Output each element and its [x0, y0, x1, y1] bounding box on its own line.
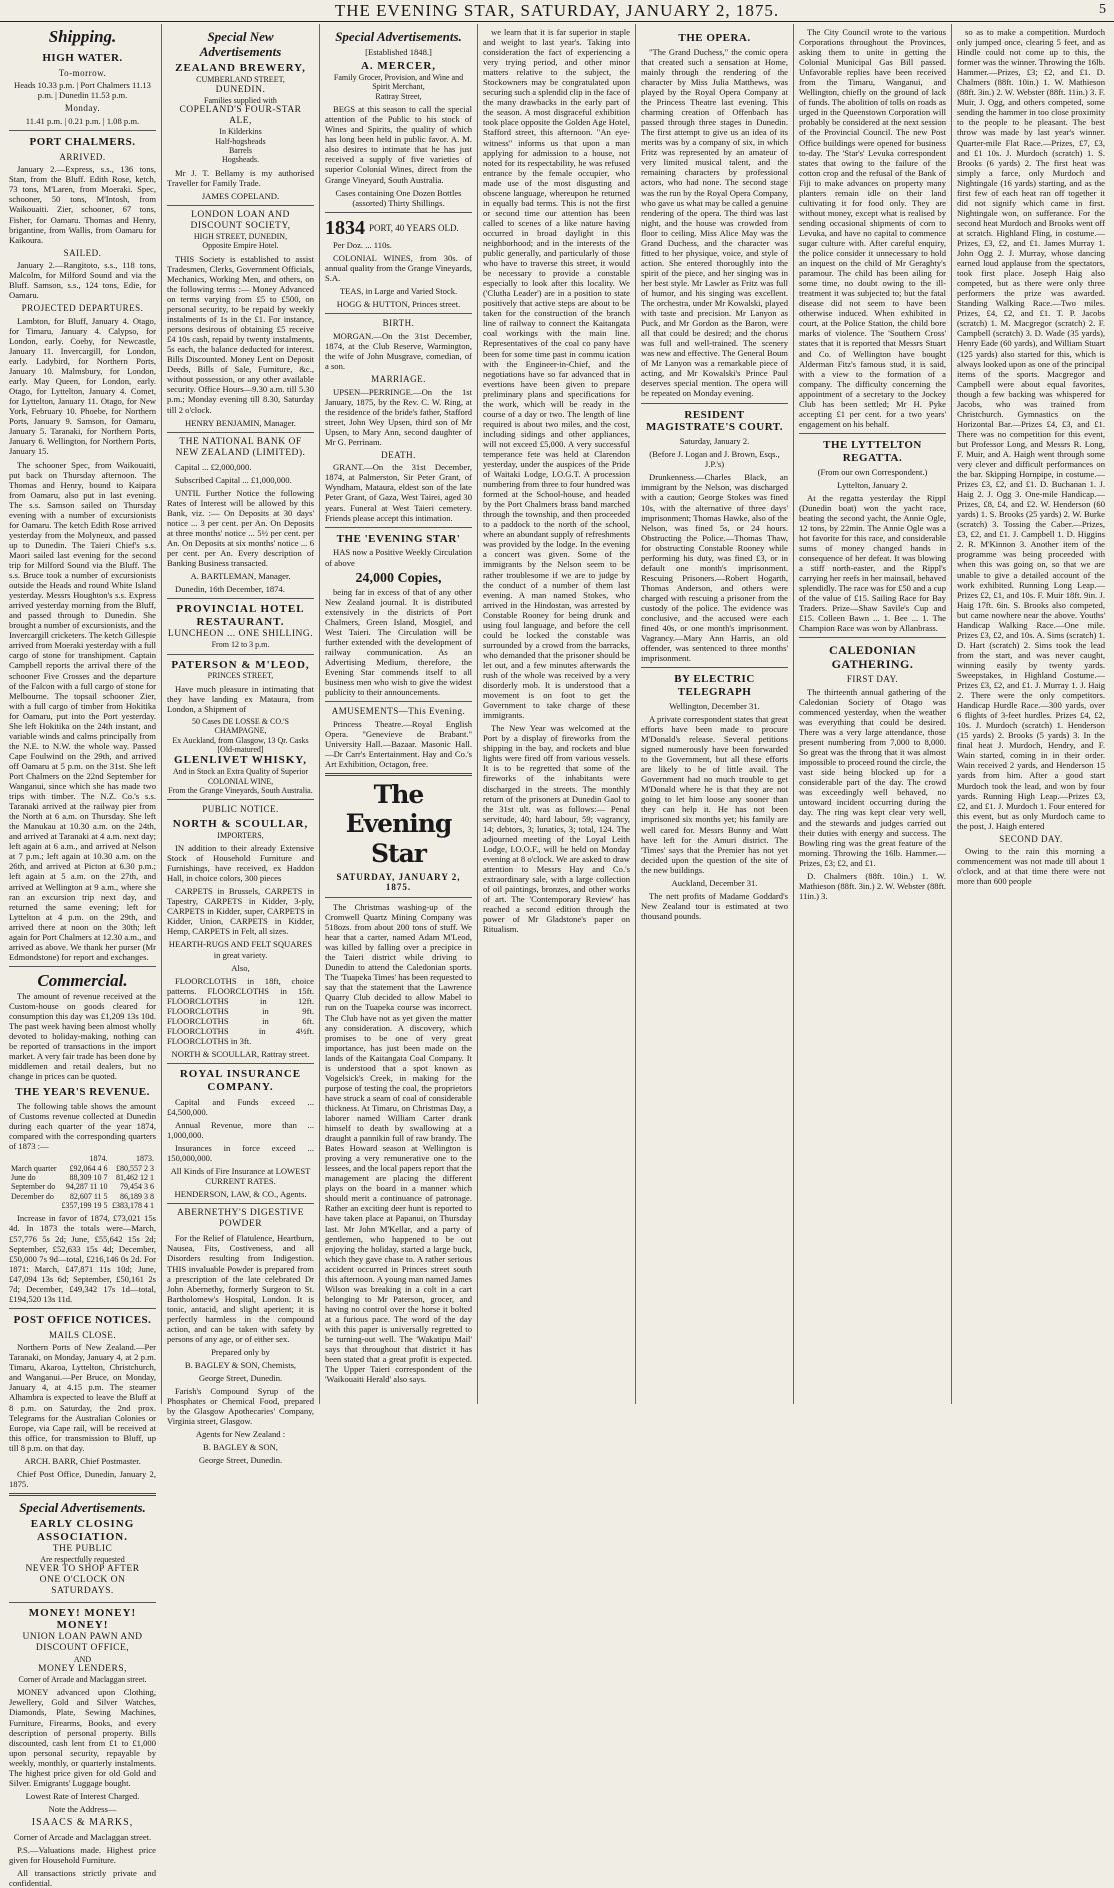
royal-insurance-ad: ROYAL INSURANCE COMPANY.: [179, 1068, 302, 1093]
bank-sign: A. BARTLEMAN, Manager.: [190, 571, 291, 582]
divider: [799, 433, 946, 434]
court-date: Saturday, January 2.: [679, 436, 750, 447]
hammer-results: D. Chalmers (88ft. 10in.) 1. W. Mathieson (88ft. 3in.) 2. W. Webster (88ft. 11in.) 3.: [799, 870, 946, 901]
sailed-text: January 2.—Rangitoto, s.s., 118 tons, Malcolm, for Milford Sound and via the Bluff. Samson, s.s., 124 tons, Edie, for Oamaru.: [9, 260, 156, 301]
divider: [325, 313, 472, 314]
weekly-after: being far in excess of that of any other New Zealand journal. It is distributed extensively in the districts of Port Chalmers, Green Island, Mosgiel, and West Taieri. The Circulation will be further extended with the development of railway communication. As an Advertising Medium, therefore, the Evening Star commends itself to all business men who wish to give the widest publicity to their announcements.: [325, 586, 472, 698]
tomorrow-label: To-morrow.: [58, 67, 107, 78]
revenue-heading: THE YEAR'S REVENUE.: [15, 1086, 150, 1099]
farish-addr: George Street, Dunedin.: [198, 1455, 283, 1466]
north-scoullar-ad: NORTH & SCOULLAR, IMPORTERS,: [172, 817, 309, 840]
marriage-heading: MARRIAGE.: [371, 374, 426, 385]
brewery-ad: ZEALAND BREWERY, CUMBERLAND STREET, DUNEDIN. Families supplied with COPELAND'S FOUR-STAR ALE, In Kilderkins Half-hogsheads Barrels Hogsheads.: [175, 62, 306, 165]
port-wine-line: [325, 217, 472, 240]
birth-text: MORGAN.—On the 31st December, 1874, at the Club Reserve, Warmington, the wife of John Musgrave, comedian, of a son.: [325, 330, 472, 371]
farish-name: B. BAGLEY & SON,: [203, 1442, 278, 1453]
news-text: we learn that it is far superior in staple and weight to last year's. Taking into consideration the fact of experiencing a very trying period, and other minor matters relative to the subject, the Stockowners may be congratulated upon securing such a splendid clip in the face of the many drawbacks in the early part of the season. A most disgraceful exhibition took place opposite the Golden Age Hotel, Stafford street, this afternoon. "An eye-witness" informs us that upon a man applying for admission to a house, not noted for its respectability, he was refused entrance by the female occupier, who made use of the most disgusting and obscene language, whereupon he returned in equally bad terms. This is not the first or second time our attention has been called to scenes of a like nature having occurred in broad daylight in this neighborhood; and in the interests of the public generally, and particularly of those who have to traverse this street, it would be necessary to provide a constable especially to look after this locality. We ('Clutha Leader') are in a position to state positively that active steps are about to be taken for the construction of the branch line of railway to connect the Kaitangata coal workings with the main line. Representatives of the coal co pany have been for some time past in commu ication with the Engineer-in-Chief, and the negotiations have so far advanced that in evertions have been given to prepare preliminary plans and specifications for the work, which will be ready in the course of a day or two. The length of line required is about two miles, and the cost, including sidings and other appliances, will not exceed £5,000. A very successful temperance fete was held at Clarendon yesterday, under the auspices of the Pride of Waitaki Lodge, I.O.G.T. A procession numbering from three to four hundred was formed at the School-house, and headed by the Port Chalmers brass band marched through the township, and then proceeded to a paddock to the north of the school, where an abundant supply of refreshments was provided by the lodge. In the evening a concert was given. Some of the immigrants by the Nelson seem to be rather troublesome if we are to judge by the conduct of a number of them last evening. A man named Stokes, who arrived in the Hindostan, was arrested by Constable Rooney for being drunk and using foul language, and before the cell could be locked the constable was surrounded by a crowd from the barracks, who demanded that the prisoner should be let out, and a few minutes afterwards the rush of the whole was received by a very disorderly mob. It is understood that a movement is on foot to get the Government to take charge of these immigrants.: [483, 27, 630, 721]
brewery-traveller: Mr J. T. Bellamy is my authorised Traveller for Family Trade.: [167, 167, 314, 188]
new-ads-heading: Special New Advertisements: [199, 29, 282, 60]
commercial-heading: Commercial.: [37, 970, 128, 990]
post-text: Northern Ports of New Zealand.—Per Taranaki, on Monday, January 4, at 2 p.m. Timaru, Akaroa, Lyttelton, Christchurch, and Wanganui.—Per Bruce, on Monday, January 4, at 4.15 p.m. The steamer Alhambra is expected to leave the Bluff at 8 p.m. on Saturday, the 2nd prox. Telegrams for the Australian Colonies or Europe, via Cape rail, will be received at this office, for transmission to Bluff, up till 8 p.m. on that day.: [9, 1342, 156, 1453]
abernethy-ad: ABERNETHY'S DIGESTIVE POWDER: [177, 1208, 304, 1230]
mercer-cases: Cases containing One Dozen Bottles (assorted) Thirty Shillings.: [335, 187, 462, 208]
brewery-sign: JAMES COPELAND.: [201, 190, 280, 201]
divider: [325, 701, 472, 702]
divider: [167, 1063, 314, 1064]
bank-text: UNTIL Further Notice the following Rates of Interest will be allowed by this Bank, viz. :— On Deposits at 30 days' notice ... 3 per cent. per An. On Deposits at three months' notice ... 5½ per cent. per An. On Deposits at six months' notice ... 6 per cent. per An. Every description of Banking Business transacted.: [167, 487, 314, 569]
telegraph-date-2: Auckland, December 31.: [671, 877, 758, 888]
abernethy-name: B. BAGLEY & SON, Chemists,: [184, 1359, 297, 1370]
monday-label: Monday.: [64, 103, 101, 114]
divider: [167, 1203, 314, 1204]
newspaper-columns: [4, 24, 1110, 1888]
page-number: 5: [1099, 2, 1106, 17]
divider: [325, 212, 472, 213]
divider: [325, 527, 472, 528]
paper-nameplate: The Evening Star: [345, 780, 452, 868]
sailed-heading: SAILED.: [63, 247, 102, 258]
london-loan-ad: LONDON LOAN AND DISCOUNT SOCIETY, HIGH STREET, DUNEDIN, Opposite Empire Hotel.: [190, 209, 291, 251]
second-day-heading: SECOND DAY.: [999, 833, 1063, 844]
divider: [167, 432, 314, 433]
money-note: Note the Address—: [48, 1803, 117, 1814]
weekly-heading: THE 'EVENING STAR': [336, 532, 461, 545]
divider: [325, 897, 472, 898]
port-chalmers-heading: PORT CHALMERS.: [29, 135, 136, 148]
caledonian-text: The thirteenth annual gathering of the Caledonian Society of Otago was commenced yesterday, when the weather was everything that could be desired. There was a very large attendance, those present numbering from 7,000 to 8,000. So great was the throng that it was almost impossible to proceed round the circle, the vast side being blocked up for a considerable part of the day. The crowd was exceedingly well behaved, no untoward incident occurring during the day. The ring was kept clear very well, and the stewards and judges carried out their duties with energy and success. The Bowling ring was the great feature of the morning. Throwing the 16lb. Hammer.—Prizes, £3; £2, and £1.: [799, 686, 946, 868]
divider: [9, 130, 156, 131]
column-7: [952, 24, 1110, 1404]
table-row: 1874. 1873.: [89, 1154, 154, 1164]
divider: [799, 637, 946, 638]
paterson-ad: PATERSON & M'LEOD, PRINCES STREET,: [171, 658, 310, 681]
port-year: 1834: [325, 216, 365, 239]
table-row: June do 88,309 10 7 81,462 12 1: [11, 1172, 154, 1182]
death-text: GRANT.—On the 31st December, 1874, at Palmerston, Sir Peter Grant, of Wyndham, Mataura, eldest son of the late Peter Grant, of Gaza, West Tairei, aged 30 years. Funeral at West Taieri cemetery. Friends please accept this intimation.: [325, 462, 472, 523]
money-rate: Lowest Rate of Interest Charged.: [25, 1790, 140, 1801]
money-name: ISAACS & MARKS,: [31, 1816, 134, 1828]
telegraph-text-2: The nett profits of Madame Goddard's New Zealand tour is estimated at two thousand pounds.: [641, 890, 788, 921]
table-row: December do 82,607 11 5 86,189 3 8: [11, 1191, 154, 1201]
death-heading: DEATH.: [381, 449, 416, 460]
high-water-heading: HIGH WATER.: [42, 51, 123, 64]
telegraph-text: A private correspondent states that great efforts have been made to procure M'Donald's release. Several petitions signed numerously have been forwarded to the Government, but all these efforts are likely to be of little avail. The Government had no much trouble to get M'Donald where he is that they are not going to let him loose any sooner than they can help it. He has not been imprisoned six months yet; his family are well cared for. Messrs Bunny and Watt have left for the Amuri district. The 'Times' says that the Premier has not yet decided upon the question of the site of the new buildings.: [641, 714, 788, 875]
farish-text: Farish's Compound Syrup of the Phosphates or Chemical Food, prepared by the Glasgow Apothecaries' Company, Virginia street, Glasgow.: [167, 1386, 314, 1427]
table-row: March quarter £92,064 4 6 £80,557 2 3: [11, 1163, 154, 1173]
column-2: [162, 24, 320, 1466]
column-6: [794, 24, 952, 1404]
post-date: Chief Post Office, Dunedin, January 2, 1875.: [9, 1468, 156, 1489]
table-row: September do 94,287 11 10 79,454 3 6: [11, 1182, 154, 1192]
court-text: Drunkenness.—Charles Black, an immigrant by the Nelson, was discharged with a caution; George Stokes was fined 10s, with the alternative of three days' imprisonment; Thomas Hawke, also of the Nelson, was fined 5s, or 24 hours. Obstructing the Police.—Thomas Thaw, for obstructing Constable Rooney while performing his duty, was fined £3, or in default one month's imprisonment. Rescuing Prisoners.—Robert Hogarth, Thomas Anderson, and others were charged with rescuing a prisoner from the custody of the police. The evidence was conclusive, and the accused were each fined 40s, or one month's imprisonment. Vagrancy.—Mary Ann Harris, an old offender, was sentenced to three months' imprisonment.: [641, 472, 788, 664]
north-sign: NORTH & SCOULLAR, Rattray street.: [171, 1048, 310, 1059]
also-label: Also,: [231, 962, 250, 973]
divider: [641, 403, 788, 404]
divider: [9, 966, 156, 967]
floorcloths-list: FLOORCLOTHS in 18ft, choice patterns. FLOORCLOTHS in 15ft. FLOORCLOTHS in 12ft. FLOORCLOTHS in 9ft. FLOORCLOTHS in 6ft. FLOORCLOTHS in 4½ft. FLOORCLOTHS in 3ft.: [167, 975, 314, 1046]
abernethy-prep: Prepared only by: [211, 1346, 270, 1357]
special-ads-heading: Special Advertisements.: [19, 1499, 146, 1515]
divider: [167, 799, 314, 800]
carpets-list: CARPETS in Brussels, CARPETS in Tapestry, CARPETS in Kidder, 3-ply, CARPETS in Kidder, super, CARPETS in Kidder, Union, CARPETS in Kidder, Hemp, CARPETS in Felt, all sizes.: [167, 886, 314, 937]
commercial-text: The amount of revenue received at the Custom-house on goods cleared for consumption this day was £1,209 13s 10d. The past week having been almost wholly devoted to holiday-making, nothing can be reported of transactions in the import market. A very fair trade has been done by middlemen and retail dealers, but no change in prices can be quoted.: [9, 990, 156, 1082]
table-row: £357,199 19 5 £383,178 4 1: [61, 1201, 154, 1211]
money-ps: P.S.—Valuations made. Highest price given for Household Furniture.: [9, 1844, 156, 1865]
royal-premium: Annual Revenue, more than ... 1,000,000.: [167, 1119, 314, 1140]
north-text: IN addition to their already Extensive Stock of Household Furniture and Furnishings, have received, ex Haddon Hall, in choice colors, 300 pieces: [167, 843, 314, 884]
regatta-heading: THE LYTTELTON REGATTA.: [823, 438, 922, 464]
public-notice: PUBLIC NOTICE.: [202, 804, 279, 815]
mails-close: MAILS CLOSE.: [48, 1329, 116, 1340]
amusements-heading: AMUSEMENTS—This Evening.: [331, 706, 466, 717]
royal-capital: Capital and Funds exceed ... £4,500,000.: [167, 1096, 314, 1117]
regatta-date: Lyttelton, January 2.: [837, 479, 908, 490]
paterson-list: 50 Cases DE LOSSE & CO.'S CHAMPAGNE, Ex Auckland, from Glasgow, 13 Qr. Casks [Old-matured] GLENLIVET WHISKY, And in Stock an Extra Quality of Superior COLONIAL WINE, From the Grange Vineyards, South Australia.: [168, 716, 313, 795]
revenue-after: Increase in favor of 1874, £73,021 15s 4d. In 1873 the totals were—March, £57,776 5s 2d; June, £55,642 15s 2d; September, £52,633 15s 4d; December, £50,000 7s 9d—total, £216,146 0s 2d. For 1871: March, £47,871 11s 10d; June, £47,094 13s 6d; September, £50,161 2s 7d; December, £49,342 17s 1d—total, £194,520 13s 11d.: [9, 1213, 156, 1304]
hotel-ad: PROVINCIAL HOTEL RESTAURANT. LUNCHEON ... ONE SHILLING. From 12 to 3 p.m.: [167, 603, 314, 650]
revenue-text: The following table shows the amount of Customs revenue collected at Dunedin during each quarter of the year 1874, compared with the corresponding quarters of 1873 :—: [9, 1101, 156, 1152]
post-office-heading: POST OFFICE NOTICES.: [13, 1313, 152, 1326]
special-ads-heading-2: Special Advertisements.: [335, 29, 462, 44]
circulation-number: 24,000 Copies,: [355, 570, 442, 586]
early-closing-ad: EARLY CLOSING ASSOCIATION. THE PUBLIC Are respectfully requested NEVER TO SHOP AFTER ONE O'CLOCK ON SATURDAYS.: [25, 1518, 140, 1597]
editorial-text: The Christmas washing-up of the Cromwell Quartz Mining Company was 518ozs. from about 200 tons of stuff. We hear that a carter, named Adam M'Leod, was killed by falling over a precipice in the Taieri district while driving to Dunedin to attend the Caledonian sports. The 'Tuapeka Times' has been requested to say that the statement that the Lawrence Quarry Club decided to allow Mabel to run on the Tuapeka course was incorrect. The Club have not as yet given the matter any consideration. A discovery, which promises to be one of very great importance, has just been made on the lands of the Kaitangata Coal Company. It is understood that a spot known as Vogelsick's Creek, in making for the purpose of testing the coal, the proprietors have struck a seam of coal of considerable thickness. At Timaru, on Christmas Day, a laborer named William Carter drank himself to death by swallowing at a draught a pannikin full of raw brandy. The Bates Howard season at Wellington is proving a very remunerative one to the lessees, and the local papers report that the management are placing the different plays on the board in a manner which should merit a continuance of patronage. Rather an exciting deer hunt is reported to have taken place at Papanui, on Thursday last. Mr John M'Kellar, and a party of gentlemen, who happened to be out enjoying the holiday, started a large buck, which they gave chase to. A rather serious accident occurred in Princes street south this afternoon. A young man named James Wilson was breaking in a colt in a cart belonging to Mr Paterson, grocer, and having no control over the horse it bolted at a furious pace. The word of the day with this paper is universally regretted to be turning-out well. The 'Wakatipu Mail' says that throughout that district it has been stated that a great profit is expected. The Upper Taieri correspondent of the 'Waikouaiti Herald' also says.: [325, 902, 472, 1385]
divider: [167, 598, 314, 599]
birth-heading: BIRTH.: [382, 318, 415, 329]
shipping-body: The schooner Spec, from Waikouaiti, put back on Thursday afternoon. The Thomas and Henry, bound to Kaipara from Oamaru, also put in last evening. The s.s. Samson sailed on Thursday evening with a number of excursionists for Oamaru. The ketch Edith Rose arrived yesterday from the Molyneux, and passed up to Dunedin. The Taieri Chief's s.s. Maori sailed last evening for the second trip for Milford Sound via the Bluff. The s.s. Bruce took a number of excursionists outside the Heads and round White Island yesterday. Messrs Houghton's s.s. Express arrived yesterday morning from the Bluff, and passed through to Dunedin. She brought a number of excursionists, and the Invercargill cricketers. The ketch Gillespie arrived from Moeraki yesterday with a full cargo of stone for transhipment. Captain Campbell reports the arrival there of the schooner Five Crosses and the departure of the Falcon with a full cargo of stone for Melbourne. The topsail schooner Zier, with a full cargo of timber from Hokitika for Oamaru, put into the Port yesterday. She left Hokitika on the 24th instant, and variable winds and calms principally from the N.E. to N.W. the whole way. Passed Cape Foulwind on the 29th, and arrived off Oamaru at 5 p.m. on the 31st. She left Port Chalmers on the 22nd September for Wanganui, since which she has made two trips with timber. The N.Z. Co.'s s.s. Taranaki arrived at the railway pier from the North at 6 a.m. on Thursday. She left the Manukau at 10.30 a.m. on the 24th, and arrived at Taranaki at 4 a.m. next day; left again at 6 a.m., and arrived at Nelson at 7 p.m.; left again at 10.30 a.m. on the 26th, and arrived at Picton at 6.30 p.m.; left again at 5 a.m. on the 27th, and arrived at Wellington at 9 a.m., where she ran an excursion trip next day, and returned the same evening; left for Lyttelton at 4 p.m. on the 29th, and arrived there at noon on the 30th; left again for Port Chalmers at 12.30 a.m., and arrived as above. We thank her purser (Mr Edmondstone) for report and exchanges.: [9, 459, 156, 962]
established: [Established 1848.]: [365, 47, 432, 58]
telegraph-date: Wellington, December 31.: [669, 700, 760, 711]
divider: [9, 1308, 156, 1309]
column-1: [4, 24, 162, 1888]
colonial-wines: COLONIAL WINES, from 30s. of annual quality from the Grange Vineyards, S.A.: [325, 253, 472, 284]
port-price: Per Doz. ... 110s.: [333, 240, 392, 251]
divider: [9, 1493, 156, 1496]
divider: [9, 1602, 156, 1603]
court-bench: (Before J. Logan and J. Brown, Esqs., J.P.'s): [649, 449, 780, 470]
bank-date: Dunedin, 16th December, 1874.: [175, 584, 285, 595]
masthead: [0, 0, 1114, 22]
divider: [641, 667, 788, 668]
marriage-text: UPSEN—PERRINGE.—On the 1st January, 1875, by the Rev. C. W. Ring, at the residence of the bride's father, Stafford street, John Wey Upsen, third son of Mr Upsen, to Mary Ann, second daughter of Mr G. Perrinam.: [325, 386, 472, 447]
projected-heading: PROJECTED DEPARTURES.: [21, 303, 144, 314]
column-3: [320, 24, 478, 1404]
teas: TEAS, in Large and Varied Stock.: [339, 286, 458, 297]
regatta-text: At the regatta yesterday the Rippl (Dunedin boat) won the yacht race, beating the second yacht, the Annie Ogle, 12 tons, by 22min. The Annie Ogle was a hot favorite for this race, and considerable sums of money changed hands in consequence of her defeat. It was blowing a stiff north-easter, and the Rippl's carrying her reefs in her mainsail, behaved splendidly. The race was for £50 and a cup of the value of £15. Sailing Race for Bay Traders. Prize—Shaw Savile's Cup and £15. Colleen Bawn ... 1. Bee ... 1. The Champion Race was won by Allanbrass.: [799, 492, 946, 634]
mercer-ad: A. MERCER, Family Grocer, Provision, and Wine and Spirit Merchant, Rattray Street,: [333, 60, 464, 101]
projected-text: Lambton, for Bluff, January 4. Otago, for Timaru, January 4. Calypso, for London, early. Coeby, for Newcastle, January 11. Invercargill, for London, early. Ladybird, for Northern Ports, January 10. Malmsbury, for London, early. May Queen, for London, early. Otago, for Lyttelton, January 4. Comet, for Lyttelton, January 11. Otago, for New York, February 10. Phoebe, for Northern Ports, January 9. Samson, for Oamaru, January 5. Taranaki, for Northern Ports, January 6. Wellington, for Northern Ports, January 15.: [9, 315, 156, 457]
court-heading: RESIDENT MAGISTRATE'S COURT.: [645, 408, 784, 434]
divider: [167, 205, 314, 206]
paterson-text: Have much pleasure in intimating that they have landing ex Mataura, from London, a Shipment of: [167, 683, 314, 714]
column-4: [478, 24, 636, 1404]
royal-sign: HENDERSON, LAW, & CO., Agents.: [174, 1189, 307, 1200]
tide-monday: 11.41 p.m. | 0.21 p.m. | 1.08 p.m.: [25, 115, 140, 126]
news-text-3: The City Council wrote to the various Corporations throughout the Provinces, asking them to unite in getting the Colonial Municipal Gas Bill passed. Unfavorable replies have been received from the Timaru, Wanganui, and Wellington, chiefly on the ground of lack of funds. The abolition of tolls on roads as urged in the Queenstown Corporation will probably be considered at the next session of the Provincial Council. The new Post Office buildings were opened for business to-day. The 'Star's' Levuka correspondent states that owing to the failure of the cotton crop and the refusal of the Bank of Fiji to make advances on property many planters remain idle on their land cultivating it for food only. They are without money, except what is realised by sending occasional shipments of corn to Levuka, and have no capital to commence sugar culture with. After careful enquiry, the police consider it unnecessary to hold an inquest on the child of Mr Geraghty's paramour. The child has been ailing for some time, no doubt owing to the ill-treatment it was subjected to; but the fatal disease did not seem to have been otherwise induced. When exhibited in court, at the Police Station, the child bore marks of violence. The 'Southern Cross' states that it is reported that Messrs Stuart and Co. of Wellington have bought Alderman Fitz's famous stud, it is said, with a view to the formation of a company. The difficulty concerning the appointment of a secretary to the Jockey Club has been settled; Mr H. Pyke accepting £1 per cent. for a two years' engagement on his behalf.: [799, 27, 946, 429]
money-addr: Corner of Arcade and Maclaggan street.: [13, 1831, 152, 1842]
revenue-table: [9, 1154, 156, 1210]
port-label: PORT, 40 YEARS OLD.: [369, 223, 459, 234]
masthead-title: THE EVENING STAR, SATURDAY, JANUARY 2, 1875.: [334, 0, 780, 20]
column-5: [636, 24, 794, 1404]
money-text: MONEY advanced upon Clothing, Jewellery, Gold and Silver Watches, Diamonds, Plate, Sewing Machines, Furniture, Firearms, Books, and every description of personal property. Bills discounted, cash lent from £1 to £1,000 upon personal security, repayable by weekly, monthly, or quarterly instalments. The highest price given for old Gold and Silver. Emigrants' Luggage bought.: [9, 1687, 156, 1788]
hearth-rugs: HEARTH-RUGS AND FELT SQUARES in great variety.: [168, 939, 313, 960]
sports-results: so as to make a competition. Murdoch only jumped once, clearing 5 feet, and as Hindle could not come up to this, the former was the winner. Throwing the 16lb. Hammer.—Prizes, £3; £2, and £1. D. Chalmers (88ft. 10in.) 1. W. Mathieson (88ft. 3in.) 2. W. Webster (88ft. 11in.) 3. F. Muir, J. Ogg, and others competed, some sending the hammer in too close proximity to the people to be pleasant. The best throw was made by last year's winner. Quarter-mile Flat Race.—Prizes, £7, £3, and £1 10s. J. Murdoch (scratch) 1. S. Brooks (6 yards) 2. The first heat was simply a farce, only Murdoch and Nightingale (16 yards) starting, and as the first few of each heat ran off together it did not signify which came in first. Nightingale won, on sufferance. For the second heat Murdoch and Brooks went off at scratch. Highland Fling, in costume.—Prizes, £3, £2, and £1. James Murray 1. John Ogg 2. J. Murray, whose dancing earned loud applause from the spectators, took first place. Joseph Haig also competed, but as there were only three performers the prize was awarded. Standing Walking Race.—Two miles. Prizes, £4, £2, and £1. T. P. Jacobs (scratch) 1. M. Macgregor (scratch) 2. F. Campbell (scratch) 3. D. Wade (35 yards), Henry Eade (60 yards), and William Stuart (125 yards) also started for this, which is always looked upon as one of the principal items of the sports. Macgregor and Campbell were about equal favorites, though a few backing was whispered for Jacobs, who was trained from Christchurch. Gymnastics on the Horizontal Bar.—Prizes £4, £3, and £1. There was no competition for this event, but Professor Long, and Messrs R. Long, F. Muir, and A. Haigh went through some very clever and difficult performances on the bar. Skipping Hornpipe, in costume.—Prizes £3, £2, and £1. D. Buchanan 1. J. Haig 2. J. Ogg 3. One-mile Handicap.—Prizes, £8, £4, and £2. W. Henderson (60 yards) 1. S. Brooks (25 yards) 2. W. Burke (scratch) 3. Tossing the Caber.—Prizes, £3, £2, and £1. J. Campbell 1. D. Higgins 2. R. M'Kinnon 3. Another item of the programme was being proceeded with when this was going on, so that we are unable to give a detailed account of the work exhibited. Running Long Leap.—Prizes £2, £1, and 10s. F. Muir 18ft. 9in. J. Haig 17ft. 6in. S. Brooks also competed, but came nowhere near the above. Youths' Handicap Walking Race.—One mile. Prizes £3, £2, and 10s. A. Sims (scratch) 1. D. Hart (scratch) 2. Sims took the lead from the start, and was never caught, winning easily by twenty yards. Sweepstakes, in Highland Costume.—Prizes £3, £2, and £1. J. Murray 1. J. Haig 2. There were the only competitors. Handicap Hurdle Race.—300 yards, over 6 flights of 3-feet hurdles. Prizes £4, £2, 10s. J. Murdoch (scratch) 1. Henderson (15 yards) 2. Brooks (5 yards) 3. In the final heat J. Murdoch, Hendry, and F. Wain started, coming in in their order. Wain received 2 yards, and Henderson 15 yards from him. After a good start Murdoch took the lead, and won by four yards. Running High Leap.—Prizes £3, £2, and £1. J. Murdoch 1. Four entered for this event, but as only Murdoch came to the post, J. Haigh entered: [957, 27, 1105, 831]
farish-agents: Agents for New Zealand :: [195, 1429, 286, 1440]
money-ad: MONEY! MONEY! MONEY! UNION LOAN PAWN AND DISCOUNT OFFICE, AND MONEY LENDERS, Corner of Arcade and Maclaggan street.: [18, 1606, 147, 1684]
bank-ad: THE NATIONAL BANK OF NEW ZEALAND (LIMITED).: [175, 436, 306, 458]
royal-rates: All Kinds of Fire Insurance at LOWEST CURRENT RATES.: [170, 1166, 311, 1187]
london-text: THIS Society is established to assist Tradesmen, Clerks, Government Officials, Mechanics, Working Men, and others, on the following terms :— Money Advanced on terms varying from £5 to £500, on personal security, to be repaid by weekly instalments of 1s in the £1. For instance, persons desirous of obtaining £5 receive £4 10s cash, repaid by twenty instalments, 5s each, the balance deducted for interest. Bills Discounted. Money Lent on Deposit Deeds, Bills of Sale, Furniture, &c., without possession, or any other available security. Office Hours—9.30 a.m. till 5.30 p.m.; Monday evening till 8.30, Saturday till 2 o'clock.: [167, 253, 314, 415]
bank-subscribed: Subscribed Capital ... £1,000,000.: [175, 474, 292, 485]
london-sign: HENRY BENJAMIN, Manager.: [185, 417, 296, 428]
money-conf: All transactions strictly private and confidential.: [9, 1867, 156, 1888]
divider: [167, 654, 314, 655]
hogg-hutton: HOGG & HUTTON, Princes street.: [336, 299, 461, 310]
regatta-sub: (From our own Correspondent.): [817, 466, 928, 477]
arrived-text: January 2.—Express, s.s., 136 tons, Stan, from the Bluff. Edith Rose, ketch, 73 tons, M'Laren, from Moeraki. Spec, schooner, 50 tons, M'Intosh, from Waikouaiti. Zier, schooner, 67 tons, Fisher, for Oamaru. Thomas and Henry, brigantine, from Wallis, from Oamaru for Kaikoura.: [9, 164, 156, 245]
opera-text: "The Grand Duchess," the comic opera that created such a sensation at Home, mainly through the rendering of the character by Miss Julia Matthews, was played by the Royal Opera Company at the Princess Theatre last evening. This charming creation of Offenbach has passed through three stages in Dunedin. The first attempt to give us an idea of its merits was by a company of six, in which Fritz was represented by an amateur of very limited musical talent, and the remaining characters by professional actors, who had none. The second stage was the run by the Royal Opera Company, who gave us what may be called a genuine rendering of the opera. The third was last night, and the house was crowded from floor to ceiling. Miss Alice May was the Grand Duchess, and the character was fitted to her physique, voice, and style of action. She entered thoroughly into the spirit of the piece, and her singing was in her best style. Mr Lawler as Fritz was full of humor, and his singing was excellent. The orchestra, under Mr Kowalski, played with taste and precision. Mr Lanyon as Puck, and Mr Gordon as the Baron, were all that could be desired; and the chorus was full and well-trained. The scenery was new and effective. The General Boum of Mr Lanyon was a remarkable piece of acting, and Mr Kowalski's Prince Paul deserves special mention. The opera will be repeated on Monday evening.: [641, 46, 788, 399]
tide-heads: Heads 10.33 p.m. | Port Chalmers 11.13 p.m. | Dunedin 11.53 p.m.: [14, 80, 151, 101]
arrived-heading: ARRIVED.: [59, 151, 106, 162]
telegraph-heading: BY ELECTRIC TELEGRAPH: [674, 673, 755, 699]
opera-heading: THE OPERA.: [678, 32, 751, 44]
royal-insured: Insurances in force exceed ... 150,000,000.: [167, 1142, 314, 1163]
divider: [325, 773, 472, 776]
caledonian-heading: CALEDONIAN GATHERING.: [828, 643, 916, 672]
paper-dateline: SATURDAY, JANUARY 2, 1875.: [336, 871, 461, 893]
second-day-text: Owing to the rain this morning a commencement was not made till about 1 o'clock, and at that time there were not more than 600 people: [957, 846, 1105, 887]
abernethy-addr: George Street, Dunedin.: [198, 1372, 283, 1383]
post-sign: ARCH. BARR, Chief Postmaster.: [24, 1455, 141, 1466]
amusements-text: Princess Theatre.—Royal English Opera. "Genevieve de Brabant." University Hall.—Bazaar. Masonic Hall.—Dr Carr's Entertainment. Hay and Co.'s Art Exhibition, Octagon, free.: [325, 718, 472, 770]
bank-capital: Capital ... £2,000,000.: [175, 461, 252, 472]
weekly-text: HAS now a Positive Weekly Circulation of above: [325, 547, 472, 568]
shipping-heading: Shipping.: [48, 27, 117, 46]
abernethy-text: For the Relief of Flatulence, Heartburn, Nausea, Fits, Costiveness, and all Disorders resulting from Indigestion. THIS invaluable Powder is prepared from a prescription of the late celebrated Dr John Abernethy, formerly Surgeon to St. Bartholomew's Hospital, London. It is tonic, antacid, and slight aperient; it is perfectly harmless in the compound action, and can be taken with safety by persons of any age, or of either sex.: [167, 1233, 314, 1344]
mercer-text: BEGS at this season to call the special attention of the Public to his stock of Wines and Spirits, the quality of which has long been held in public favor. A. M. also desires to intimate that he has just received a supply of five varieties of superior Colonial Wines, direct from the Grange Vineyard, South Australia.: [325, 104, 472, 185]
news-text-2: The New Year was welcomed at the Port by a display of fireworks from the shipping in the bay, and rockets and blue lights were fired off from various vessels. It is to be regretted that some of the fireworks of the inhabitants were discharged in the streets. The monthly return of the prisoners at Dunedin Gaol to the 31st ult. was as follows:— Penal servitude, 40; hard labour, 59; vagrancy, 14; debtors, 3; lunatics, 3; total, 124. The adjourned meeting of the Loyal Leith Lodge, I.O.O.F., will be held on Monday evening at 8 o'clock. We are asked to draw attention to Messrs Hay and Co.'s extraordinary sale, with a large collection of oil paintings, bronzes, and other works of art. The 'Contemporary Review' has reached a second edition through the power of Mr Gladstone's paper on Ritualism.: [483, 723, 630, 935]
first-day-heading: FIRST DAY.: [846, 674, 899, 685]
